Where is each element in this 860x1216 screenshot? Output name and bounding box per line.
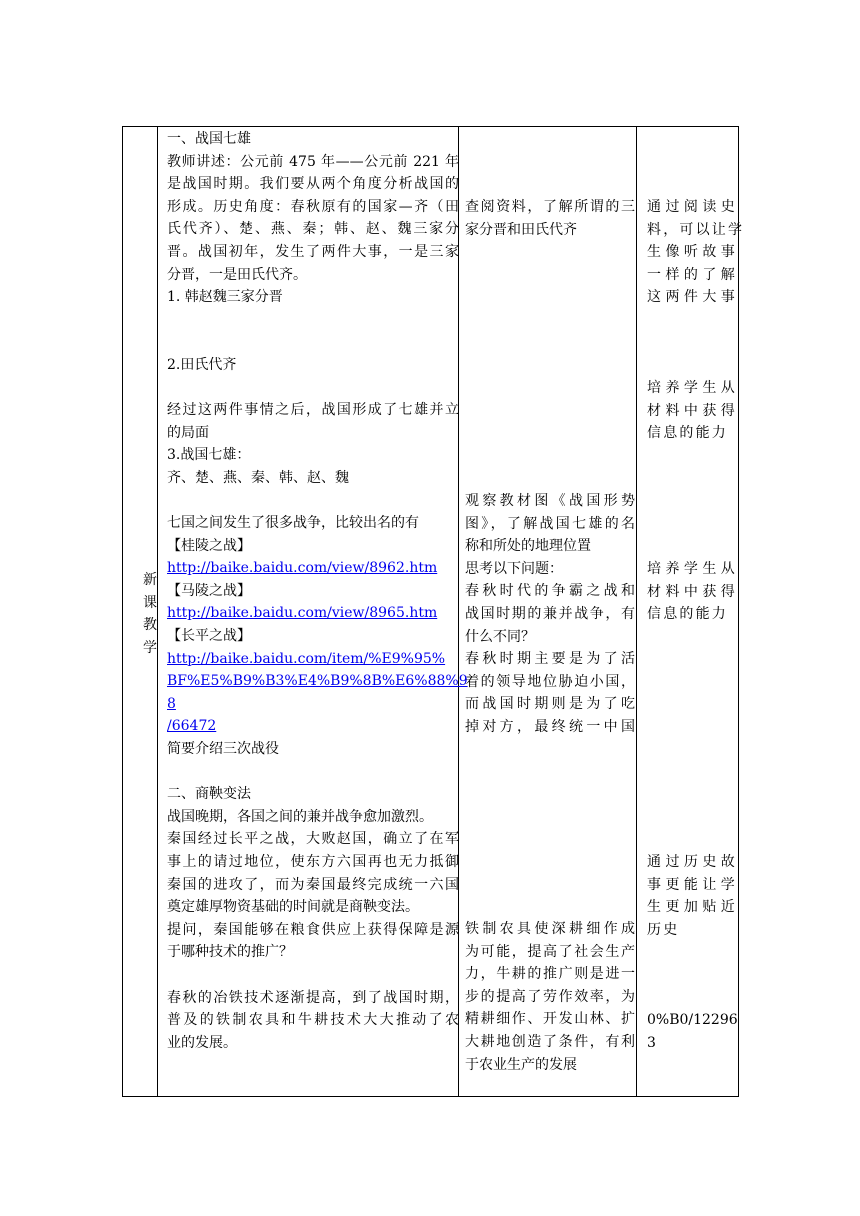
paragraph-line: 秦国经过长平之战，大败赵国，确立了在军 — [167, 831, 459, 848]
section-title: 一、战国七雄 — [167, 131, 251, 147]
paragraph-line: 秦国的进攻了，而为秦国最终完成统一六国 — [167, 876, 459, 893]
paragraph-line: 形成。历史角度：春秋原有的国家—齐（田 — [167, 198, 459, 215]
paragraph-line: 3 — [647, 1034, 656, 1051]
paragraph-line: 通过阅读史 — [647, 199, 737, 215]
paragraph-line: 战国晚期，各国之间的兼并战争愈加激烈。 — [167, 808, 433, 825]
war-title: 【马陵之战】 — [167, 582, 251, 599]
paragraph-line: 为可能，提高了社会生产 — [465, 943, 635, 960]
reference-link[interactable]: BF%E5%B9%B3%E4%B9%8B%E6%88%9 — [167, 673, 468, 690]
paragraph-line: 氏代齐）、楚、燕、秦；韩、赵、魏三家分 — [167, 221, 459, 238]
student-activity-3 — [465, 918, 635, 1076]
list-item: 3.战国七雄： — [167, 447, 251, 464]
paragraph-line: 事更能让学 — [647, 876, 737, 893]
spacer — [167, 761, 459, 784]
paragraph-line: 教师讲述：公元前 475 年——公元前 221 年 — [167, 153, 459, 170]
column-divider — [636, 127, 637, 1096]
paragraph-line: 历史 — [647, 921, 680, 938]
paragraph-line: 而战国时期则是为了吃 — [465, 696, 635, 713]
paragraph-line: 业的发展。 — [167, 1034, 237, 1051]
reference-link[interactable]: http://baike.baidu.com/view/8962.htm — [167, 560, 438, 577]
paragraph-line: 步的提高了劳作效率，为 — [465, 988, 635, 1005]
paragraph-line: 培养学生从 — [647, 561, 737, 577]
student-activity-2 — [465, 490, 635, 739]
paragraph-line: 0%B0/12296 — [647, 1012, 738, 1028]
paragraph-line: 查阅资料，了解所谓的三 — [465, 199, 635, 215]
paragraph-line: 着的领导地位胁迫小国， — [465, 673, 635, 690]
paragraph-line: 提问，秦国能够在粮食供应上获得保障是源 — [167, 921, 459, 938]
paragraph-line: 图》，了解战国七雄的名 — [465, 515, 635, 532]
paragraph-line: 大耕地创造了条件，有利 — [465, 1033, 635, 1050]
paragraph-line: 观察教材图《战国形势 — [465, 493, 635, 509]
paragraph-line: 思考以下问题： — [465, 560, 563, 577]
purpose-3 — [647, 558, 737, 626]
row-label-char: 课 — [143, 594, 157, 611]
purpose-2 — [647, 377, 737, 445]
paragraph-line: 一样的了解 — [647, 266, 737, 283]
paragraph-line: 材料中获得 — [647, 583, 737, 600]
row-label — [141, 569, 159, 659]
row-label-char: 教 — [143, 617, 157, 634]
paragraph-line: 普及的铁制农具和牛耕技术大大推动了农 — [167, 1012, 459, 1029]
paragraph-line: 生更加贴近 — [647, 899, 737, 916]
paragraph-line: 铁制农具使深耕细作成 — [465, 921, 635, 937]
war-title: 【桂陵之战】 — [167, 537, 251, 554]
paragraph-line: 力，牛耕的推广则是进一 — [465, 966, 635, 983]
paragraph-line: 经过这两件事情之后，战国形成了七雄并立 — [167, 402, 459, 419]
paragraph-line: 晋。战国初年，发生了两件大事，一是三家 — [167, 243, 459, 260]
paragraph-line: 战国时期的兼并战争，有 — [465, 605, 635, 622]
purpose-4 — [647, 851, 737, 941]
paragraph-line: 于农业生产的发展 — [465, 1056, 577, 1073]
reference-link[interactable]: /66472 — [167, 718, 217, 735]
paragraph-line: 称和所处的地理位置 — [465, 538, 591, 555]
list-item: 2.田氏代齐 — [167, 356, 237, 373]
section-title: 二、商鞅变法 — [167, 786, 251, 803]
paragraph-line: 春秋时期主要是为了活 — [465, 651, 635, 668]
row-label-char: 新 — [143, 572, 157, 588]
spacer — [167, 964, 459, 987]
paragraph-line: 齐、楚、燕、秦、韩、赵、魏 — [167, 469, 349, 486]
paragraph-line: 信息的能力 — [647, 425, 728, 442]
paragraph-line: 家分晋和田氏代齐 — [465, 221, 577, 238]
reference-link[interactable]: 8 — [167, 695, 176, 712]
paragraph-line: 七国之间发生了很多战争，比较出名的有 — [167, 515, 419, 532]
paragraph-line: 分晋，一是田氏代齐。 — [167, 266, 307, 283]
paragraph-line: 春秋的冶铁技术逐渐提高，到了战国时期， — [167, 989, 459, 1006]
lesson-table — [122, 126, 745, 1097]
paragraph-line: 事上的请过地位，使东方六国再也无力抵御 — [167, 854, 459, 870]
paragraph-line: 掉对方，最终统一中国 — [465, 718, 635, 735]
paragraph-line: 培养学生从 — [647, 380, 737, 396]
purpose-1 — [647, 196, 745, 309]
reference-link[interactable]: http://baike.baidu.com/item/%E9%95% — [167, 650, 446, 667]
purpose-5 — [647, 1009, 737, 1054]
paragraph-line: 信息的能力 — [647, 606, 728, 623]
spacer — [167, 377, 459, 400]
paragraph-line: 通过历史故 — [647, 854, 737, 870]
paragraph-line: 简要介绍三次战役 — [167, 741, 279, 758]
list-item: 1. 韩赵魏三家分晋 — [167, 289, 283, 306]
paragraph-line: 料，可以让学 — [647, 221, 745, 238]
spacer — [167, 309, 459, 332]
paragraph-line: 什么不同？ — [465, 628, 535, 645]
paragraph-line: 春秋时代的争霸之战和 — [465, 583, 635, 600]
paragraph-line: 奠定雄厚物资基础的时间就是商鞅变法。 — [167, 899, 419, 916]
spacer — [167, 490, 459, 513]
war-title: 【长平之战】 — [167, 628, 251, 645]
paragraph-line: 材料中获得 — [647, 402, 737, 419]
reference-link[interactable]: http://baike.baidu.com/view/8965.htm — [167, 605, 438, 622]
row-label-char: 学 — [143, 639, 157, 656]
paragraph-line: 这两件大事 — [647, 289, 737, 306]
paragraph-line: 生像听故事 — [647, 244, 737, 261]
spacer — [167, 331, 459, 354]
paragraph-line: 于哪种技术的推广？ — [167, 944, 293, 961]
teacher-activity — [167, 128, 468, 1054]
paragraph-line: 的局面 — [167, 424, 209, 441]
paragraph-line: 是战国时期。我们要从两个角度分析战国的 — [167, 176, 459, 193]
paragraph-line: 精耕细作、开发山林、扩 — [465, 1011, 635, 1028]
student-activity-1 — [465, 196, 635, 241]
